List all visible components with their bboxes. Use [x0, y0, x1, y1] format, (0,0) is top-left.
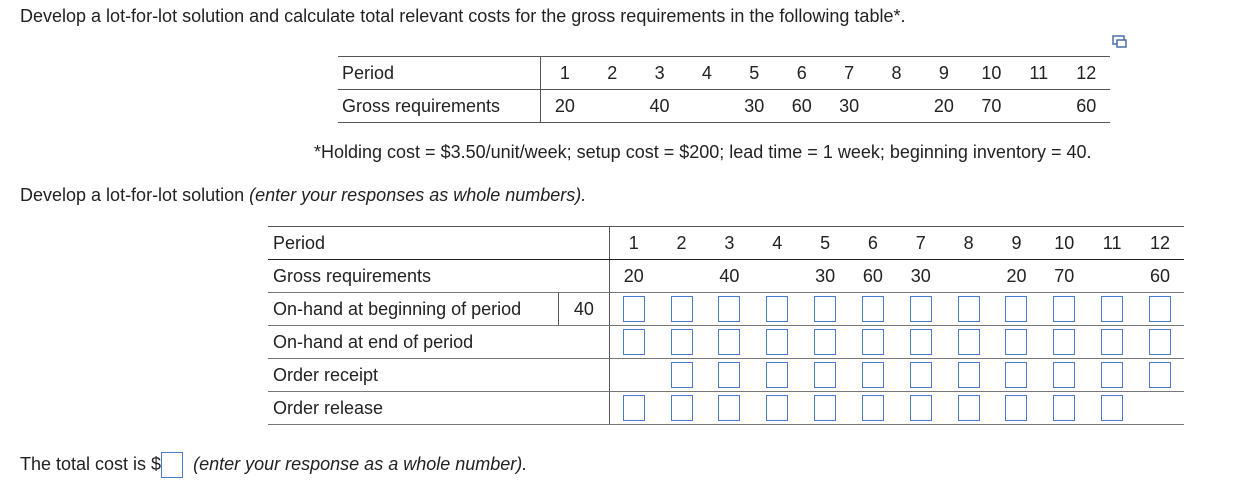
given-gross-cell [589, 90, 636, 123]
on-hand-begin-input[interactable] [1005, 296, 1027, 322]
answer-table [268, 226, 1184, 425]
total-cost-hint: (enter your response as a whole number). [193, 453, 528, 474]
given-period-cell: 12 [1062, 57, 1110, 90]
instruction-hint: (enter your responses as whole numbers). [249, 185, 587, 205]
on-hand-end-input[interactable] [623, 329, 645, 355]
on-hand-begin-input[interactable] [814, 296, 836, 322]
given-period-cell: 8 [873, 57, 920, 90]
period-cell: 11 [1088, 227, 1136, 260]
row-label-order-release: Order release [268, 392, 558, 425]
given-period-cell: 2 [589, 57, 636, 90]
gross-cell: 30 [801, 260, 849, 293]
gross-cell: 60 [1136, 260, 1184, 293]
gross-row [268, 260, 1184, 293]
order-receipt-input[interactable] [1005, 362, 1027, 388]
period-cell: 7 [897, 227, 945, 260]
order-release-row [268, 392, 1184, 425]
order-receipt-input[interactable] [1101, 362, 1123, 388]
given-gross-cell: 20 [920, 90, 967, 123]
order-release-input[interactable] [671, 395, 693, 421]
order-receipt-input[interactable] [910, 362, 932, 388]
order-release-input[interactable] [766, 395, 788, 421]
given-gross-row [338, 90, 1110, 123]
gross-cell: 20 [609, 260, 657, 293]
instruction-text: Develop a lot-for-lot solution [20, 185, 250, 205]
period-cell: 3 [705, 227, 753, 260]
order-receipt-input[interactable] [671, 362, 693, 388]
order-receipt-row [268, 359, 1184, 392]
on-hand-end-input[interactable] [1053, 329, 1075, 355]
given-gross-label: Gross requirements [338, 90, 541, 123]
footnote: *Holding cost = $3.50/unit/week; setup cost = $200; lead time = 1 week; beginning inventory = 40. [314, 142, 1092, 162]
on-hand-begin-input[interactable] [718, 296, 740, 322]
given-table [338, 56, 1110, 123]
given-gross-cell [1015, 90, 1062, 123]
order-release-input[interactable] [910, 395, 932, 421]
on-hand-begin-input[interactable] [766, 296, 788, 322]
given-gross-cell: 40 [636, 90, 683, 123]
order-release-input[interactable] [814, 395, 836, 421]
given-gross-cell: 20 [541, 90, 589, 123]
initial-on-hand: 40 [558, 293, 609, 326]
gross-cell [753, 260, 801, 293]
on-hand-begin-input[interactable] [910, 296, 932, 322]
order-release-input[interactable] [862, 395, 884, 421]
order-release-input[interactable] [718, 395, 740, 421]
row-label-on-hand-begin: On-hand at beginning of period [268, 293, 558, 326]
gross-cell [945, 260, 993, 293]
row-label-gross: Gross requirements [268, 260, 558, 293]
copy-icon[interactable] [1112, 33, 1128, 47]
on-hand-begin-input[interactable] [862, 296, 884, 322]
given-period-cell: 7 [825, 57, 872, 90]
order-release-input[interactable] [623, 395, 645, 421]
order-receipt-input[interactable] [766, 362, 788, 388]
on-hand-begin-input[interactable] [623, 296, 645, 322]
given-period-cell: 4 [683, 57, 730, 90]
on-hand-end-input[interactable] [910, 329, 932, 355]
total-cost-label: The total cost is $ [20, 453, 162, 474]
period-cell: 9 [993, 227, 1041, 260]
gross-cell: 60 [849, 260, 897, 293]
period-cell: 1 [609, 227, 657, 260]
row-label-order-receipt: Order receipt [268, 359, 558, 392]
gross-cell: 70 [1040, 260, 1088, 293]
period-cell: 2 [658, 227, 706, 260]
on-hand-end-input[interactable] [1005, 329, 1027, 355]
order-receipt-input[interactable] [958, 362, 980, 388]
gross-cell [658, 260, 706, 293]
period-cell: 8 [945, 227, 993, 260]
given-gross-cell: 60 [1062, 90, 1110, 123]
given-gross-cell: 30 [731, 90, 778, 123]
order-release-input[interactable] [1005, 395, 1027, 421]
gross-cell: 20 [993, 260, 1041, 293]
gross-cell: 40 [705, 260, 753, 293]
order-receipt-input[interactable] [1149, 362, 1171, 388]
period-cell: 5 [801, 227, 849, 260]
on-hand-end-input[interactable] [671, 329, 693, 355]
question-intro: Develop a lot-for-lot solution and calculate total relevant costs for the gross requirements in the following table*. [20, 6, 906, 26]
given-period-cell: 10 [968, 57, 1015, 90]
on-hand-end-input[interactable] [958, 329, 980, 355]
on-hand-begin-row [268, 293, 1184, 326]
total-cost-input[interactable] [161, 452, 183, 478]
on-hand-end-input[interactable] [766, 329, 788, 355]
order-receipt-input[interactable] [718, 362, 740, 388]
order-receipt-input[interactable] [862, 362, 884, 388]
order-release-input[interactable] [1101, 395, 1123, 421]
given-period-cell: 6 [778, 57, 825, 90]
on-hand-begin-input[interactable] [1149, 296, 1171, 322]
instruction [20, 185, 586, 206]
on-hand-end-input[interactable] [718, 329, 740, 355]
gross-cell: 30 [897, 260, 945, 293]
given-period-row [338, 57, 1110, 90]
order-receipt-input[interactable] [1053, 362, 1075, 388]
on-hand-end-row [268, 326, 1184, 359]
given-gross-cell: 70 [968, 90, 1015, 123]
given-gross-cell: 60 [778, 90, 825, 123]
on-hand-begin-input[interactable] [958, 296, 980, 322]
period-cell: 4 [753, 227, 801, 260]
order-release-input[interactable] [1053, 395, 1075, 421]
given-gross-cell [873, 90, 920, 123]
given-period-label: Period [338, 57, 541, 90]
order-release-input[interactable] [958, 395, 980, 421]
period-cell: 10 [1040, 227, 1088, 260]
row-label-period: Period [268, 227, 558, 260]
given-period-cell: 5 [731, 57, 778, 90]
period-row [268, 227, 1184, 260]
order-receipt-input[interactable] [814, 362, 836, 388]
on-hand-begin-input[interactable] [1053, 296, 1075, 322]
on-hand-end-input[interactable] [814, 329, 836, 355]
given-gross-cell: 30 [825, 90, 872, 123]
on-hand-end-input[interactable] [1101, 329, 1123, 355]
given-period-cell: 11 [1015, 57, 1062, 90]
given-gross-cell [683, 90, 730, 123]
on-hand-begin-input[interactable] [671, 296, 693, 322]
given-period-cell: 3 [636, 57, 683, 90]
given-period-cell: 1 [541, 57, 589, 90]
on-hand-end-input[interactable] [862, 329, 884, 355]
on-hand-begin-input[interactable] [1101, 296, 1123, 322]
period-cell: 6 [849, 227, 897, 260]
row-label-on-hand-end: On-hand at end of period [268, 326, 558, 359]
gross-cell [1088, 260, 1136, 293]
period-cell: 12 [1136, 227, 1184, 260]
given-period-cell: 9 [920, 57, 967, 90]
on-hand-end-input[interactable] [1149, 329, 1171, 355]
total-cost-line [20, 452, 527, 478]
